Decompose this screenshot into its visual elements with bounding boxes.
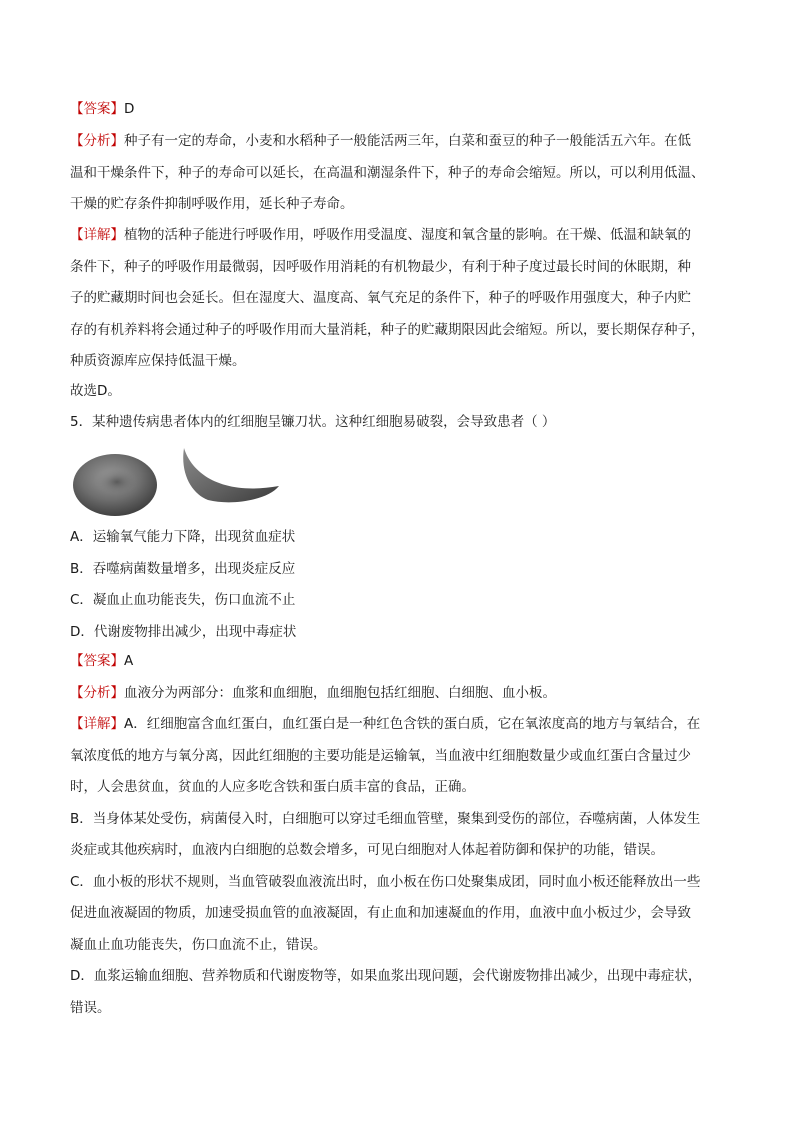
option-a: A．运输氧气能力下降，出现贫血症状 [70,529,296,545]
answer-value: D [124,101,135,117]
analysis-line: 温和干燥条件下，种子的寿命可以延长，在高温和潮湿条件下，种子的寿命会缩短。所以，可以利用低温、 [70,164,705,181]
q4-detail [70,220,705,378]
detail-line: 凝血止血功能丧失，伤口血流不止，错误。 [70,936,327,953]
detail-tag: 【详解】 [70,227,124,243]
normal-red-blood-cell [73,454,157,516]
detail-line: 时，人会患贫血，贫血的人应多吃含铁和蛋白质丰富的食品，正确。 [70,779,475,795]
detail-line: 【详解】A．红细胞富含血红蛋白，血红蛋白是一种红色含铁的蛋白质，它在氧浓度高的地方与氧结合，在 [70,716,701,732]
analysis-line: 【分析】种子有一定的寿命，小麦和水稻种子一般能活两三年，白菜和蚕豆的种子一般能活五六年。在低 [70,133,691,149]
red-blood-cells-illustration [72,444,284,520]
q4-answer [70,94,134,126]
detail-line: 炎症或其他疾病时，血液内白细胞的总数会增多，可见白细胞对人体起着防御和保护的功能，错误。 [70,842,664,858]
answer-tag: 【答案】 [70,653,124,669]
detail-line: 种质资源库应保持低温干燥。 [70,353,246,369]
detail-line: C．血小板的形状不规则，当血管破裂血液流出时，血小板在伤口处聚集成团，同时血小板还能释放出一些 [70,873,701,890]
detail-line: 子的贮藏期时间也会延长。但在湿度大、温度高、氧气充足的条件下，种子的呼吸作用强度大，种子内贮 [70,290,691,306]
detail-line: D．血浆运输血细胞、营养物质和代谢废物等，如果血浆出现问题，会代谢废物排出减少，出现中毒症状， [70,968,702,984]
detail-tag: 【详解】 [70,716,124,732]
q5-detail [70,709,701,1024]
answer-tag: 【答案】 [70,101,124,117]
answer-value: A [124,653,134,669]
q5-analysis: 【分析】血液分为两部分：血浆和血细胞，血细胞包括红细胞、白细胞、血小板。 [70,685,556,701]
analysis-line: 干燥的贮存条件抑制呼吸作用，延长种子寿命。 [70,196,354,212]
option-d: D．代谢废物排出减少，出现中毒症状 [70,623,297,640]
detail-line: 【详解】植物的活种子能进行呼吸作用，呼吸作用受温度、湿度和氧含量的影响。在干燥、低温和缺氧的 [70,227,691,243]
detail-line: 促进血液凝固的物质，加速受损血管的血液凝固，有止血和加速凝血的作用，血液中血小板过少，会导致 [70,905,691,921]
detail-line: B．当身体某处受伤，病菌侵入时，白细胞可以穿过毛细血管壁，聚集到受伤的部位，吞噬病菌，人体发生 [70,810,701,827]
q4-analysis [70,126,705,221]
detail-line: 条件下，种子的呼吸作用最微弱，因呼吸作用消耗的有机物最少，有利于种子度过最长时间的休眠期，种 [70,258,691,275]
detail-line: 存的有机养料将会通过种子的呼吸作用而大量消耗，种子的贮藏期限因此会缩短。所以，要长期保存种子， [70,321,705,338]
analysis-tag: 【分析】 [70,685,124,701]
detail-line: 氧浓度低的地方与氧分离，因此红细胞的主要功能是运输氧，当血液中红细胞数量少或血红蛋白含量过少 [70,747,691,764]
question-5-options [70,522,296,648]
q4-conclusion: 故选D。 [70,383,121,399]
sickle-red-blood-cell [183,448,279,502]
question-5-stem: 5．某种遗传病患者体内的红细胞呈镰刀状。这种红细胞易破裂，会导致患者（ ） [70,414,556,430]
analysis-tag: 【分析】 [70,133,124,149]
option-b: B．吞噬病菌数量增多，出现炎症反应 [70,560,296,577]
option-c: C．凝血止血功能丧失，伤口血流不止 [70,592,296,608]
detail-line: 错误。 [70,999,111,1016]
q5-answer [70,646,133,678]
